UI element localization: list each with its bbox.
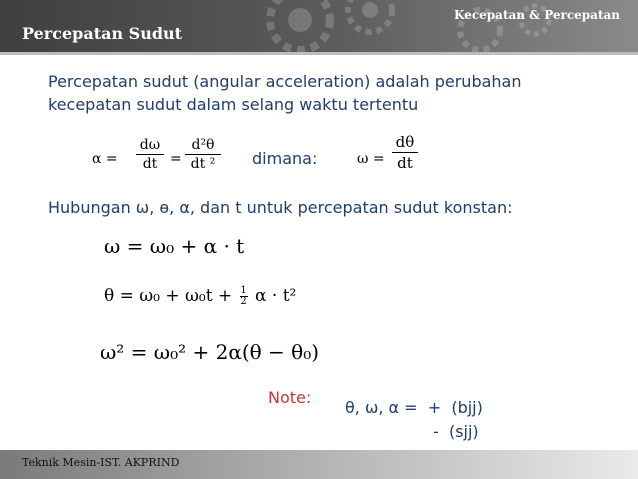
equation-part: θ = ω₀ + ω₀t + [104, 286, 233, 306]
note-line-accelerating: θ, ω, α = + (bjj) [345, 398, 483, 417]
alpha-lhs: α = [92, 151, 118, 167]
definition-text: Percepatan sudut (angular acceleration) adalah perubahan kecepatan sudut dalam selang waktu tertentu [48, 72, 522, 114]
fraction-denominator: dt ² [190, 156, 216, 172]
fraction-dtheta-dt [392, 133, 418, 172]
gear-decoration-icon [250, 0, 410, 52]
relation-intro-text: Hubungan ω, ɵ, α, dan t untuk percepatan sudut konstan: [48, 198, 513, 217]
fraction-numerator: d²θ [191, 137, 215, 153]
fraction-denominator: dt [142, 156, 158, 172]
equation-angular-position [104, 286, 296, 307]
fraction-numerator: dω [139, 137, 161, 153]
omega-lhs: ω = [357, 151, 385, 167]
fraction-bar [136, 154, 164, 155]
equation-angular-velocity-squared: ω² = ω₀² + 2α(θ − θ₀) [100, 340, 320, 364]
note-label: Note: [268, 388, 312, 407]
dimana-label: dimana: [252, 149, 318, 168]
footer-text: Teknik Mesin-IST. AKPRIND [22, 456, 180, 469]
fraction-denominator: dt [397, 154, 413, 172]
fraction-d2theta-dt2 [185, 137, 221, 172]
fraction-denominator: 2 [240, 296, 247, 307]
section-title: Kecepatan & Percepatan [454, 8, 620, 22]
header-bar [0, 0, 638, 52]
equation-angular-velocity: ω = ω₀ + α · t [104, 234, 245, 258]
fraction-bar [185, 154, 221, 155]
fraction-bar [392, 152, 418, 153]
fraction-numerator: dθ [395, 133, 415, 151]
slide-title: Percepatan Sudut [22, 24, 183, 43]
note-line-decelerating: - (sjj) [433, 422, 479, 441]
equation-part: α · t² [255, 286, 297, 306]
half-fraction [240, 286, 248, 307]
equals-sign: = [170, 151, 182, 167]
header-divider [0, 52, 638, 55]
fraction-domega-dt [136, 137, 164, 172]
fraction-numerator: 1 [240, 285, 247, 296]
